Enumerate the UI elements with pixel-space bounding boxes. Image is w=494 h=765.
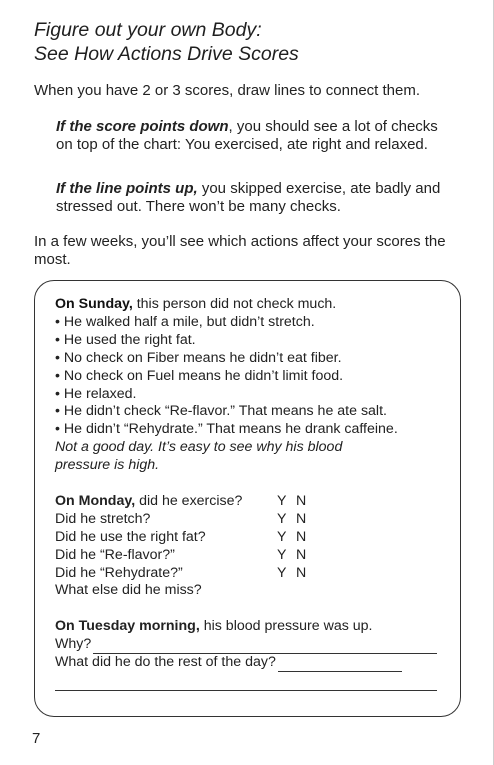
score-down-paragraph (56, 118, 456, 154)
sunday-intro (55, 296, 455, 314)
tuesday-rest: his blood pressure was up. (199, 618, 373, 635)
monday-question-row (55, 529, 455, 547)
sunday-bullet: • He relaxed. (55, 385, 137, 402)
monday-question-row (55, 547, 455, 565)
monday-question-row (55, 511, 455, 529)
yes-option[interactable]: Y (277, 492, 287, 509)
monday-closing-question: What else did he miss? (55, 582, 202, 599)
intro-text: When you have 2 or 3 scores, draw lines to connect them. (34, 82, 421, 99)
sunday-bullet: • He walked half a mile, but didn’t stretch. (55, 313, 315, 330)
monday-first-question: did he exercise? (135, 492, 243, 509)
rest-of-day-answer-line[interactable] (278, 658, 402, 672)
sunday-bullet: • He didn’t “Rehydrate.” That means he drank caffeine. (55, 421, 398, 438)
sunday-bullet: • No check on Fuel means he didn’t limit food. (55, 367, 344, 384)
why-label: Why? (55, 636, 92, 653)
title-line-2: See How Actions Drive Scores (34, 43, 299, 65)
question-text: Did he stretch? (55, 510, 151, 527)
why-row (55, 636, 455, 654)
rest-of-day-label: What did he do the rest of the day? (55, 654, 276, 671)
monday-question-row (55, 565, 455, 583)
line-up-text: you skipped exercise, ate badly and stressed out. There won’t be many checks. (56, 180, 441, 215)
no-option[interactable]: N (296, 564, 307, 581)
sunday-bullet: • He used the right fat. (55, 331, 196, 348)
no-option[interactable]: N (296, 546, 307, 563)
no-option[interactable]: N (296, 528, 307, 545)
line-up-lead: If the line points up, (56, 180, 198, 197)
tuesday-intro (55, 618, 455, 636)
no-option[interactable]: N (296, 510, 307, 527)
line-up-paragraph (56, 180, 456, 216)
sunday-note-line-1: Not a good day. It’s easy to see why his blood (55, 439, 343, 456)
rest-of-day-row (55, 654, 455, 672)
monday-question-row (55, 493, 455, 511)
monday-label: On Monday, (55, 492, 136, 509)
page-title (34, 18, 474, 66)
yes-option[interactable]: Y (277, 510, 287, 527)
score-down-text: , you should see a lot of checks on top of the chart: You exercised, ate right and relaxed. (56, 118, 438, 153)
page-number: 7 (32, 730, 41, 747)
why-answer-line[interactable] (93, 640, 437, 654)
answer-continuation-line[interactable] (55, 690, 437, 691)
sunday-bullet: • He didn’t check “Re-flavor.” That means he ate salt. (55, 403, 387, 420)
yes-option[interactable]: Y (277, 546, 287, 563)
question-text: Did he “Re-flavor?” (55, 546, 175, 563)
no-option[interactable]: N (296, 492, 307, 509)
tuesday-label: On Tuesday morning, (55, 618, 200, 635)
question-text: Did he use the right fat? (55, 528, 206, 545)
example-box-content (55, 296, 455, 672)
yes-option[interactable]: Y (277, 528, 287, 545)
closing-paragraph: In a few weeks, you’ll see which actions affect your scores the most. (34, 233, 446, 268)
title-line-1: Figure out your own Body: (34, 19, 262, 41)
question-text: Did he “Rehydrate?” (55, 564, 183, 581)
sunday-bullet: • No check on Fiber means he didn’t eat fiber. (55, 349, 342, 366)
score-down-lead: If the score points down (56, 118, 229, 135)
yes-option[interactable]: Y (277, 564, 287, 581)
sunday-rest: this person did not check much. (132, 296, 337, 312)
sunday-note-line-2: pressure is high. (55, 457, 160, 474)
sunday-label: On Sunday, (55, 296, 133, 312)
